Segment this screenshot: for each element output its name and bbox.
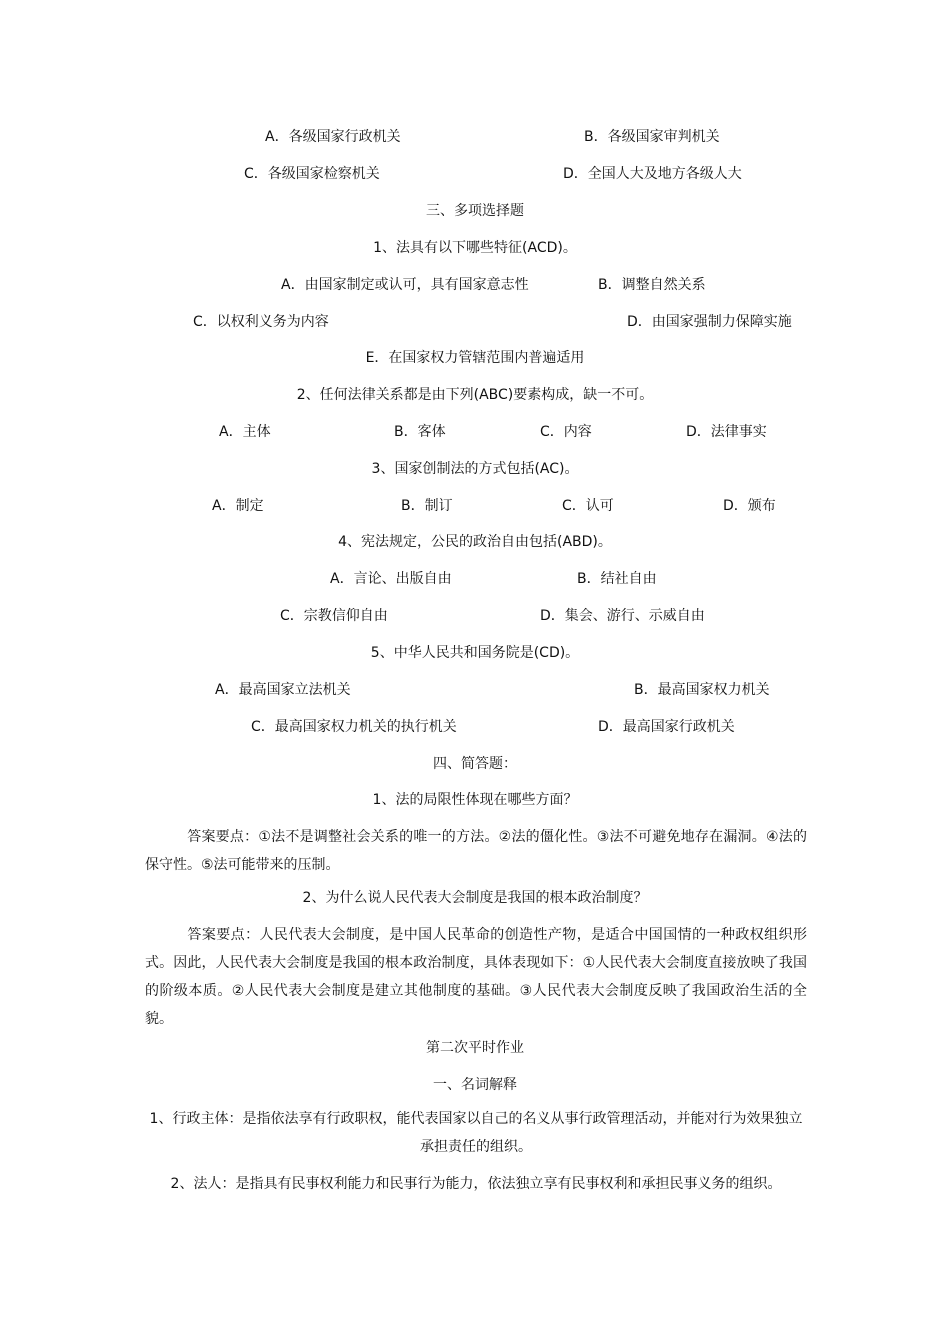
assignment-title: 第二次平时作业 [426, 1040, 524, 1056]
section-heading-short-answer: 四、简答题： [433, 756, 517, 772]
option-c: C．各级国家检察机关 [244, 166, 380, 182]
option-c: C．内容 [540, 424, 592, 440]
question-stem: 5、中华人民共和国务院是(CD)。 [370, 645, 580, 661]
option-a: A．最高国家立法机关 [215, 682, 351, 698]
option-d: D．法律事实 [686, 424, 767, 440]
term-definition: 2、法人：是指具有民事权利能力和民事行为能力，依法独立享有民事权利和承担民事义务的组织。 [170, 1176, 782, 1192]
term-definition: 1、行政主体：是指依法享有行政职权，能代表国家以自己的名义从事行政管理活动，并能对行为效果独立承担责任的组织。 [149, 1111, 803, 1155]
option-b: B．客体 [394, 424, 446, 440]
option-a: A．言论、出版自由 [330, 571, 452, 587]
option-c: C．宗教信仰自由 [280, 608, 388, 624]
option-a: A．由国家制定或认可，具有国家意志性 [281, 277, 529, 293]
option-d: D．由国家强制力保障实施 [627, 314, 792, 330]
option-c: C．最高国家权力机关的执行机关 [251, 719, 457, 735]
option-d: D．最高国家行政机关 [598, 719, 735, 735]
option-d: D．集会、游行、示威自由 [540, 608, 705, 624]
option-c: C．以权利义务为内容 [193, 314, 329, 330]
question-text: 1、法的局限性体现在哪些方面？ [372, 792, 578, 808]
option-a: A．主体 [219, 424, 271, 440]
option-b: B．结社自由 [577, 571, 657, 587]
option-b: B．各级国家审判机关 [584, 129, 720, 145]
option-b: B．调整自然关系 [598, 277, 706, 293]
question-stem: 1、法具有以下哪些特征(ACD)。 [373, 240, 577, 256]
question-stem: 3、国家创制法的方式包括(AC)。 [371, 461, 579, 477]
question-text: 2、为什么说人民代表大会制度是我国的根本政治制度？ [302, 890, 648, 906]
option-b: B．制订 [401, 498, 453, 514]
option-e: E．在国家权力管辖范围内普遍适用 [365, 350, 585, 366]
section-heading-multi-choice: 三、多项选择题 [426, 203, 524, 219]
option-c: C．认可 [562, 498, 614, 514]
option-a: A．各级国家行政机关 [265, 129, 401, 145]
section-heading-terms: 一、名词解释 [433, 1077, 517, 1093]
option-b: B．最高国家权力机关 [634, 682, 770, 698]
option-d: D．颁布 [723, 498, 776, 514]
question-stem: 2、任何法律关系都是由下列(ABC)要素构成，缺一不可。 [296, 387, 654, 403]
answer-paragraph: 答案要点：①法不是调整社会关系的唯一的方法。②法的僵化性。③法不可避免地存在漏洞。④法的保守性。⑤法可能带来的压制。 [145, 829, 807, 873]
answer-paragraph: 答案要点：人民代表大会制度，是中国人民革命的创造性产物，是适合中国国情的一种政权组织形式。因此，人民代表大会制度是我国的根本政治制度，具体表现如下：①人民代表大会制度直接放映了我国的阶级本质。②人民代表大会制度是建立其他制度的基础。③人民代表大会制度反映了我国政治生活的全貌。 [145, 927, 807, 1027]
option-a: A．制定 [212, 498, 264, 514]
option-d: D．全国人大及地方各级人大 [563, 166, 742, 182]
question-stem: 4、宪法规定，公民的政治自由包括(ABD)。 [338, 534, 612, 550]
